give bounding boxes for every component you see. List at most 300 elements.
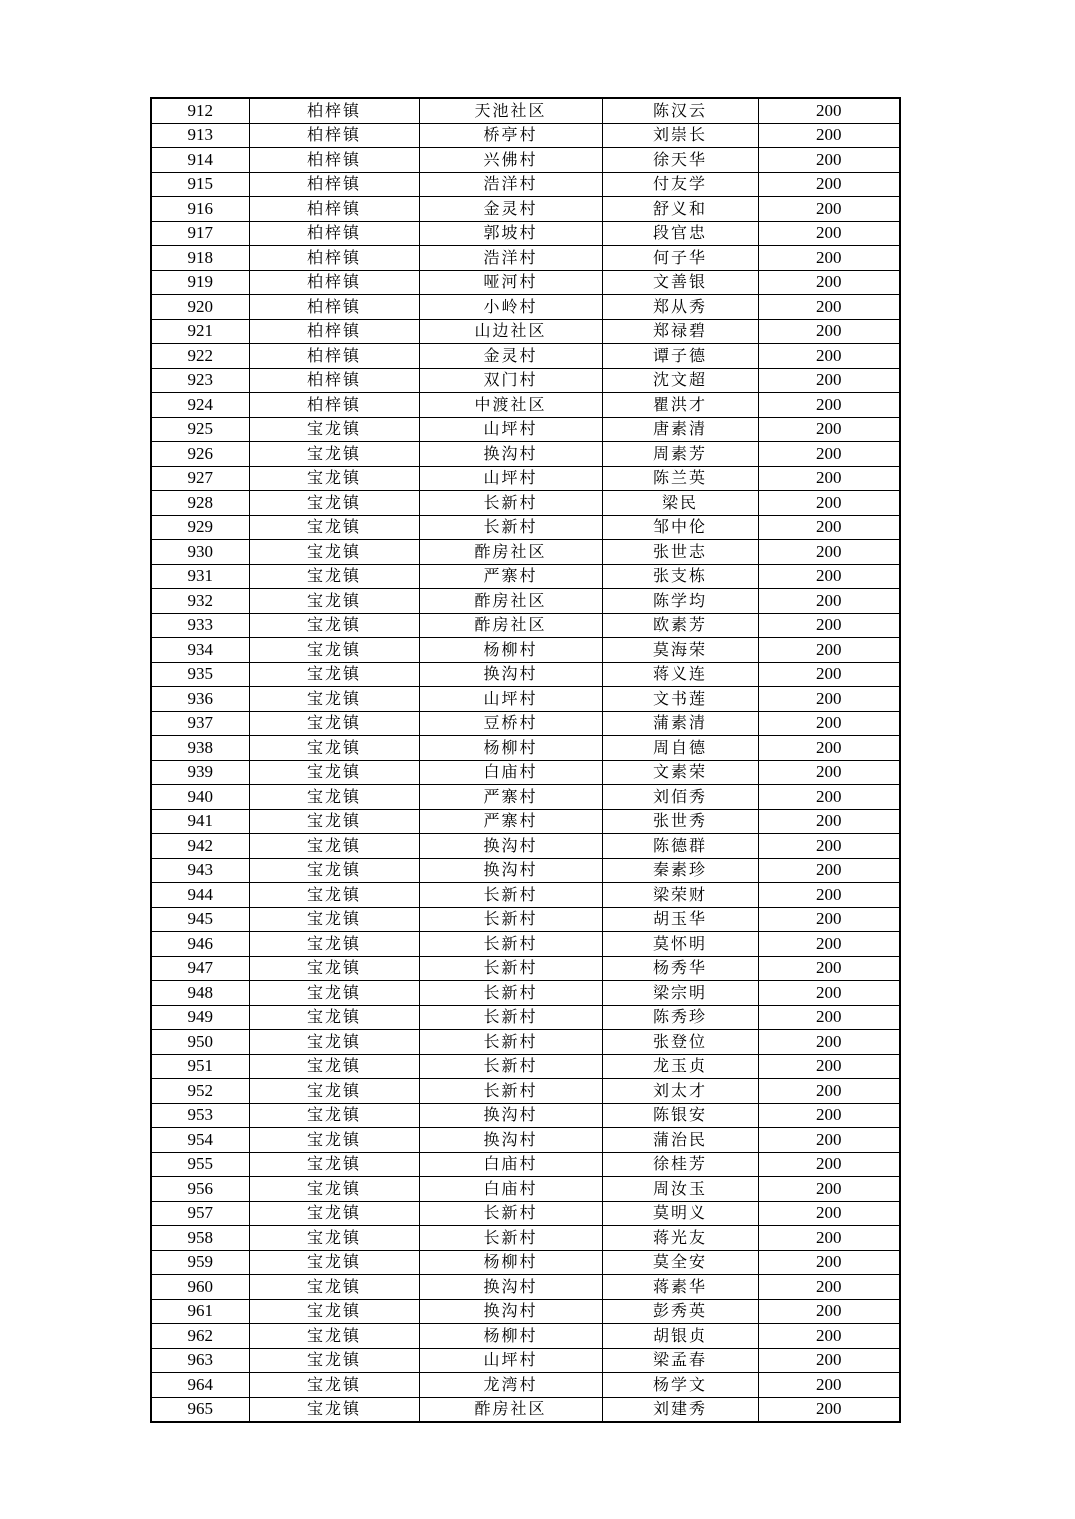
town-cell: 宝龙镇 bbox=[249, 1177, 419, 1202]
village-cell: 双门村 bbox=[419, 368, 602, 393]
village-cell: 长新村 bbox=[419, 907, 602, 932]
town-cell: 柏梓镇 bbox=[249, 295, 419, 320]
village-cell: 杨柳村 bbox=[419, 1250, 602, 1275]
village-cell: 换沟村 bbox=[419, 1103, 602, 1128]
amount-cell: 200 bbox=[758, 344, 900, 369]
name-cell: 刘建秀 bbox=[602, 1397, 758, 1422]
serial-number-cell: 965 bbox=[151, 1397, 249, 1422]
village-cell: 郭坡村 bbox=[419, 221, 602, 246]
serial-number-cell: 942 bbox=[151, 834, 249, 859]
town-cell: 柏梓镇 bbox=[249, 319, 419, 344]
amount-cell: 200 bbox=[758, 932, 900, 957]
town-cell: 柏梓镇 bbox=[249, 246, 419, 271]
town-cell: 宝龙镇 bbox=[249, 1373, 419, 1398]
village-cell: 白庙村 bbox=[419, 1152, 602, 1177]
name-cell: 莫全安 bbox=[602, 1250, 758, 1275]
name-cell: 彭秀英 bbox=[602, 1299, 758, 1324]
village-cell: 白庙村 bbox=[419, 1177, 602, 1202]
serial-number-cell: 927 bbox=[151, 466, 249, 491]
serial-number-cell: 926 bbox=[151, 442, 249, 467]
amount-cell: 200 bbox=[758, 1226, 900, 1251]
town-cell: 宝龙镇 bbox=[249, 540, 419, 565]
town-cell: 宝龙镇 bbox=[249, 1152, 419, 1177]
name-cell: 陈汉云 bbox=[602, 98, 758, 123]
village-cell: 山坪村 bbox=[419, 1348, 602, 1373]
table-row bbox=[151, 1128, 900, 1153]
town-cell: 宝龙镇 bbox=[249, 491, 419, 516]
table-row bbox=[151, 246, 900, 271]
table-row bbox=[151, 197, 900, 222]
town-cell: 宝龙镇 bbox=[249, 589, 419, 614]
serial-number-cell: 956 bbox=[151, 1177, 249, 1202]
amount-cell: 200 bbox=[758, 1152, 900, 1177]
town-cell: 宝龙镇 bbox=[249, 1324, 419, 1349]
serial-number-cell: 923 bbox=[151, 368, 249, 393]
table-row bbox=[151, 711, 900, 736]
village-cell: 长新村 bbox=[419, 1030, 602, 1055]
town-cell: 宝龙镇 bbox=[249, 1275, 419, 1300]
amount-cell: 200 bbox=[758, 1054, 900, 1079]
amount-cell: 200 bbox=[758, 417, 900, 442]
village-cell: 浩洋村 bbox=[419, 246, 602, 271]
town-cell: 宝龙镇 bbox=[249, 613, 419, 638]
table-row bbox=[151, 932, 900, 957]
table-row bbox=[151, 1054, 900, 1079]
town-cell: 宝龙镇 bbox=[249, 858, 419, 883]
serial-number-cell: 913 bbox=[151, 123, 249, 148]
table-row bbox=[151, 295, 900, 320]
serial-number-cell: 962 bbox=[151, 1324, 249, 1349]
village-cell: 换沟村 bbox=[419, 1275, 602, 1300]
name-cell: 莫怀明 bbox=[602, 932, 758, 957]
table-row bbox=[151, 1226, 900, 1251]
village-cell: 严寨村 bbox=[419, 809, 602, 834]
serial-number-cell: 954 bbox=[151, 1128, 249, 1153]
amount-cell: 200 bbox=[758, 613, 900, 638]
name-cell: 舒义和 bbox=[602, 197, 758, 222]
town-cell: 宝龙镇 bbox=[249, 736, 419, 761]
amount-cell: 200 bbox=[758, 466, 900, 491]
serial-number-cell: 915 bbox=[151, 172, 249, 197]
name-cell: 陈秀珍 bbox=[602, 1005, 758, 1030]
name-cell: 梁孟春 bbox=[602, 1348, 758, 1373]
serial-number-cell: 930 bbox=[151, 540, 249, 565]
village-cell: 山坪村 bbox=[419, 466, 602, 491]
serial-number-cell: 955 bbox=[151, 1152, 249, 1177]
serial-number-cell: 922 bbox=[151, 344, 249, 369]
village-cell: 长新村 bbox=[419, 883, 602, 908]
amount-cell: 200 bbox=[758, 981, 900, 1006]
amount-cell: 200 bbox=[758, 148, 900, 173]
name-cell: 欧素芳 bbox=[602, 613, 758, 638]
village-cell: 白庙村 bbox=[419, 760, 602, 785]
town-cell: 宝龙镇 bbox=[249, 883, 419, 908]
name-cell: 周汝玉 bbox=[602, 1177, 758, 1202]
amount-cell: 200 bbox=[758, 1299, 900, 1324]
town-cell: 宝龙镇 bbox=[249, 662, 419, 687]
amount-cell: 200 bbox=[758, 1079, 900, 1104]
village-cell: 换沟村 bbox=[419, 834, 602, 859]
name-cell: 蒋义连 bbox=[602, 662, 758, 687]
amount-cell: 200 bbox=[758, 123, 900, 148]
town-cell: 柏梓镇 bbox=[249, 197, 419, 222]
amount-cell: 200 bbox=[758, 221, 900, 246]
town-cell: 宝龙镇 bbox=[249, 1128, 419, 1153]
table-row bbox=[151, 1250, 900, 1275]
name-cell: 梁荣财 bbox=[602, 883, 758, 908]
amount-cell: 200 bbox=[758, 858, 900, 883]
serial-number-cell: 920 bbox=[151, 295, 249, 320]
amount-cell: 200 bbox=[758, 564, 900, 589]
town-cell: 柏梓镇 bbox=[249, 123, 419, 148]
village-cell: 龙湾村 bbox=[419, 1373, 602, 1398]
name-cell: 梁宗明 bbox=[602, 981, 758, 1006]
village-cell: 山坪村 bbox=[419, 417, 602, 442]
town-cell: 宝龙镇 bbox=[249, 1079, 419, 1104]
amount-cell: 200 bbox=[758, 736, 900, 761]
name-cell: 文书莲 bbox=[602, 687, 758, 712]
serial-number-cell: 943 bbox=[151, 858, 249, 883]
amount-cell: 200 bbox=[758, 687, 900, 712]
serial-number-cell: 958 bbox=[151, 1226, 249, 1251]
table-row bbox=[151, 687, 900, 712]
village-cell: 杨柳村 bbox=[419, 1324, 602, 1349]
town-cell: 柏梓镇 bbox=[249, 393, 419, 418]
town-cell: 宝龙镇 bbox=[249, 442, 419, 467]
village-cell: 长新村 bbox=[419, 491, 602, 516]
amount-cell: 200 bbox=[758, 956, 900, 981]
table-row bbox=[151, 491, 900, 516]
name-cell: 徐桂芳 bbox=[602, 1152, 758, 1177]
town-cell: 柏梓镇 bbox=[249, 148, 419, 173]
table-row bbox=[151, 148, 900, 173]
village-cell: 小岭村 bbox=[419, 295, 602, 320]
town-cell: 宝龙镇 bbox=[249, 809, 419, 834]
serial-number-cell: 934 bbox=[151, 638, 249, 663]
serial-number-cell: 941 bbox=[151, 809, 249, 834]
amount-cell: 200 bbox=[758, 809, 900, 834]
table-row bbox=[151, 1103, 900, 1128]
table-row bbox=[151, 319, 900, 344]
table-row bbox=[151, 98, 900, 123]
village-cell: 长新村 bbox=[419, 981, 602, 1006]
amount-cell: 200 bbox=[758, 1030, 900, 1055]
serial-number-cell: 921 bbox=[151, 319, 249, 344]
amount-cell: 200 bbox=[758, 1177, 900, 1202]
serial-number-cell: 963 bbox=[151, 1348, 249, 1373]
village-cell: 换沟村 bbox=[419, 1299, 602, 1324]
table-row bbox=[151, 662, 900, 687]
serial-number-cell: 919 bbox=[151, 270, 249, 295]
town-cell: 宝龙镇 bbox=[249, 1030, 419, 1055]
village-cell: 换沟村 bbox=[419, 662, 602, 687]
table-row bbox=[151, 1324, 900, 1349]
name-cell: 沈文超 bbox=[602, 368, 758, 393]
name-cell: 杨秀华 bbox=[602, 956, 758, 981]
serial-number-cell: 949 bbox=[151, 1005, 249, 1030]
name-cell: 梁民 bbox=[602, 491, 758, 516]
serial-number-cell: 938 bbox=[151, 736, 249, 761]
amount-cell: 200 bbox=[758, 1201, 900, 1226]
serial-number-cell: 944 bbox=[151, 883, 249, 908]
serial-number-cell: 928 bbox=[151, 491, 249, 516]
table-row bbox=[151, 981, 900, 1006]
table-row bbox=[151, 515, 900, 540]
serial-number-cell: 939 bbox=[151, 760, 249, 785]
village-cell: 酢房社区 bbox=[419, 589, 602, 614]
town-cell: 宝龙镇 bbox=[249, 1226, 419, 1251]
village-cell: 天池社区 bbox=[419, 98, 602, 123]
amount-cell: 200 bbox=[758, 1103, 900, 1128]
amount-cell: 200 bbox=[758, 442, 900, 467]
amount-cell: 200 bbox=[758, 1128, 900, 1153]
table-row bbox=[151, 760, 900, 785]
table-row bbox=[151, 344, 900, 369]
village-cell: 哑河村 bbox=[419, 270, 602, 295]
serial-number-cell: 961 bbox=[151, 1299, 249, 1324]
village-cell: 长新村 bbox=[419, 956, 602, 981]
town-cell: 柏梓镇 bbox=[249, 368, 419, 393]
table-row bbox=[151, 858, 900, 883]
serial-number-cell: 925 bbox=[151, 417, 249, 442]
village-cell: 杨柳村 bbox=[419, 736, 602, 761]
serial-number-cell: 914 bbox=[151, 148, 249, 173]
village-cell: 长新村 bbox=[419, 1054, 602, 1079]
town-cell: 宝龙镇 bbox=[249, 515, 419, 540]
village-cell: 浩洋村 bbox=[419, 172, 602, 197]
name-cell: 谭子德 bbox=[602, 344, 758, 369]
village-cell: 杨柳村 bbox=[419, 638, 602, 663]
serial-number-cell: 951 bbox=[151, 1054, 249, 1079]
serial-number-cell: 940 bbox=[151, 785, 249, 810]
table-row bbox=[151, 1005, 900, 1030]
village-cell: 换沟村 bbox=[419, 858, 602, 883]
amount-cell: 200 bbox=[758, 270, 900, 295]
name-cell: 胡银贞 bbox=[602, 1324, 758, 1349]
town-cell: 宝龙镇 bbox=[249, 1397, 419, 1422]
town-cell: 宝龙镇 bbox=[249, 687, 419, 712]
serial-number-cell: 918 bbox=[151, 246, 249, 271]
serial-number-cell: 948 bbox=[151, 981, 249, 1006]
town-cell: 宝龙镇 bbox=[249, 1054, 419, 1079]
table-row bbox=[151, 736, 900, 761]
town-cell: 宝龙镇 bbox=[249, 417, 419, 442]
table-row bbox=[151, 442, 900, 467]
village-cell: 酢房社区 bbox=[419, 613, 602, 638]
name-cell: 郑禄碧 bbox=[602, 319, 758, 344]
amount-cell: 200 bbox=[758, 1005, 900, 1030]
village-cell: 豆桥村 bbox=[419, 711, 602, 736]
town-cell: 宝龙镇 bbox=[249, 834, 419, 859]
table-row bbox=[151, 1275, 900, 1300]
table-row bbox=[151, 466, 900, 491]
table-row bbox=[151, 221, 900, 246]
amount-cell: 200 bbox=[758, 1397, 900, 1422]
name-cell: 徐天华 bbox=[602, 148, 758, 173]
amount-cell: 200 bbox=[758, 393, 900, 418]
village-cell: 山坪村 bbox=[419, 687, 602, 712]
amount-cell: 200 bbox=[758, 98, 900, 123]
amount-cell: 200 bbox=[758, 540, 900, 565]
town-cell: 宝龙镇 bbox=[249, 711, 419, 736]
table-row bbox=[151, 1152, 900, 1177]
serial-number-cell: 935 bbox=[151, 662, 249, 687]
town-cell: 宝龙镇 bbox=[249, 956, 419, 981]
name-cell: 陈学均 bbox=[602, 589, 758, 614]
table-row bbox=[151, 785, 900, 810]
village-cell: 长新村 bbox=[419, 1005, 602, 1030]
serial-number-cell: 912 bbox=[151, 98, 249, 123]
amount-cell: 200 bbox=[758, 907, 900, 932]
table-row bbox=[151, 1299, 900, 1324]
amount-cell: 200 bbox=[758, 638, 900, 663]
amount-cell: 200 bbox=[758, 834, 900, 859]
table-row bbox=[151, 834, 900, 859]
amount-cell: 200 bbox=[758, 515, 900, 540]
name-cell: 文善银 bbox=[602, 270, 758, 295]
serial-number-cell: 916 bbox=[151, 197, 249, 222]
serial-number-cell: 917 bbox=[151, 221, 249, 246]
serial-number-cell: 960 bbox=[151, 1275, 249, 1300]
name-cell: 龙玉贞 bbox=[602, 1054, 758, 1079]
table-row bbox=[151, 540, 900, 565]
table-row bbox=[151, 1397, 900, 1422]
village-cell: 长新村 bbox=[419, 1079, 602, 1104]
town-cell: 柏梓镇 bbox=[249, 221, 419, 246]
name-cell: 张世秀 bbox=[602, 809, 758, 834]
table-row bbox=[151, 1079, 900, 1104]
serial-number-cell: 936 bbox=[151, 687, 249, 712]
village-cell: 金灵村 bbox=[419, 197, 602, 222]
table-row bbox=[151, 1373, 900, 1398]
village-cell: 兴佛村 bbox=[419, 148, 602, 173]
name-cell: 蒋素华 bbox=[602, 1275, 758, 1300]
name-cell: 刘崇长 bbox=[602, 123, 758, 148]
table-row bbox=[151, 123, 900, 148]
village-cell: 桥亭村 bbox=[419, 123, 602, 148]
town-cell: 宝龙镇 bbox=[249, 932, 419, 957]
serial-number-cell: 964 bbox=[151, 1373, 249, 1398]
village-cell: 严寨村 bbox=[419, 564, 602, 589]
table-row bbox=[151, 270, 900, 295]
name-cell: 陈兰英 bbox=[602, 466, 758, 491]
town-cell: 柏梓镇 bbox=[249, 270, 419, 295]
name-cell: 张世志 bbox=[602, 540, 758, 565]
serial-number-cell: 937 bbox=[151, 711, 249, 736]
table-row bbox=[151, 417, 900, 442]
amount-cell: 200 bbox=[758, 319, 900, 344]
amount-cell: 200 bbox=[758, 491, 900, 516]
amount-cell: 200 bbox=[758, 295, 900, 320]
village-cell: 长新村 bbox=[419, 1201, 602, 1226]
name-cell: 付友学 bbox=[602, 172, 758, 197]
town-cell: 宝龙镇 bbox=[249, 638, 419, 663]
name-cell: 莫海荣 bbox=[602, 638, 758, 663]
amount-cell: 200 bbox=[758, 760, 900, 785]
name-cell: 胡玉华 bbox=[602, 907, 758, 932]
serial-number-cell: 957 bbox=[151, 1201, 249, 1226]
village-cell: 金灵村 bbox=[419, 344, 602, 369]
name-cell: 周素芳 bbox=[602, 442, 758, 467]
table-row bbox=[151, 883, 900, 908]
name-cell: 何子华 bbox=[602, 246, 758, 271]
town-cell: 宝龙镇 bbox=[249, 981, 419, 1006]
register-table bbox=[150, 97, 901, 1423]
serial-number-cell: 946 bbox=[151, 932, 249, 957]
village-cell: 酢房社区 bbox=[419, 540, 602, 565]
serial-number-cell: 959 bbox=[151, 1250, 249, 1275]
amount-cell: 200 bbox=[758, 662, 900, 687]
village-cell: 长新村 bbox=[419, 932, 602, 957]
amount-cell: 200 bbox=[758, 1250, 900, 1275]
table-row bbox=[151, 613, 900, 638]
name-cell: 邹中伦 bbox=[602, 515, 758, 540]
amount-cell: 200 bbox=[758, 1324, 900, 1349]
register-table-body bbox=[151, 98, 900, 1422]
town-cell: 柏梓镇 bbox=[249, 98, 419, 123]
village-cell: 中渡社区 bbox=[419, 393, 602, 418]
amount-cell: 200 bbox=[758, 1275, 900, 1300]
town-cell: 柏梓镇 bbox=[249, 172, 419, 197]
name-cell: 段官忠 bbox=[602, 221, 758, 246]
name-cell: 蒲治民 bbox=[602, 1128, 758, 1153]
name-cell: 瞿洪才 bbox=[602, 393, 758, 418]
table-row bbox=[151, 172, 900, 197]
table-row bbox=[151, 393, 900, 418]
town-cell: 宝龙镇 bbox=[249, 1201, 419, 1226]
town-cell: 宝龙镇 bbox=[249, 760, 419, 785]
table-row bbox=[151, 638, 900, 663]
town-cell: 宝龙镇 bbox=[249, 1005, 419, 1030]
name-cell: 周自德 bbox=[602, 736, 758, 761]
town-cell: 宝龙镇 bbox=[249, 564, 419, 589]
amount-cell: 200 bbox=[758, 246, 900, 271]
town-cell: 宝龙镇 bbox=[249, 466, 419, 491]
serial-number-cell: 932 bbox=[151, 589, 249, 614]
name-cell: 莫明义 bbox=[602, 1201, 758, 1226]
table-row bbox=[151, 1348, 900, 1373]
table-row bbox=[151, 589, 900, 614]
serial-number-cell: 947 bbox=[151, 956, 249, 981]
serial-number-cell: 952 bbox=[151, 1079, 249, 1104]
table-row bbox=[151, 809, 900, 834]
table-row bbox=[151, 907, 900, 932]
name-cell: 唐素清 bbox=[602, 417, 758, 442]
name-cell: 秦素珍 bbox=[602, 858, 758, 883]
amount-cell: 200 bbox=[758, 589, 900, 614]
village-cell: 严寨村 bbox=[419, 785, 602, 810]
village-cell: 长新村 bbox=[419, 1226, 602, 1251]
table-row bbox=[151, 1201, 900, 1226]
name-cell: 刘佰秀 bbox=[602, 785, 758, 810]
name-cell: 郑从秀 bbox=[602, 295, 758, 320]
name-cell: 蒋光友 bbox=[602, 1226, 758, 1251]
name-cell: 陈德群 bbox=[602, 834, 758, 859]
town-cell: 宝龙镇 bbox=[249, 1103, 419, 1128]
serial-number-cell: 933 bbox=[151, 613, 249, 638]
amount-cell: 200 bbox=[758, 1373, 900, 1398]
town-cell: 宝龙镇 bbox=[249, 1299, 419, 1324]
serial-number-cell: 931 bbox=[151, 564, 249, 589]
amount-cell: 200 bbox=[758, 368, 900, 393]
table-row bbox=[151, 1177, 900, 1202]
table-row bbox=[151, 368, 900, 393]
town-cell: 宝龙镇 bbox=[249, 1348, 419, 1373]
amount-cell: 200 bbox=[758, 785, 900, 810]
serial-number-cell: 953 bbox=[151, 1103, 249, 1128]
village-cell: 酢房社区 bbox=[419, 1397, 602, 1422]
amount-cell: 200 bbox=[758, 197, 900, 222]
